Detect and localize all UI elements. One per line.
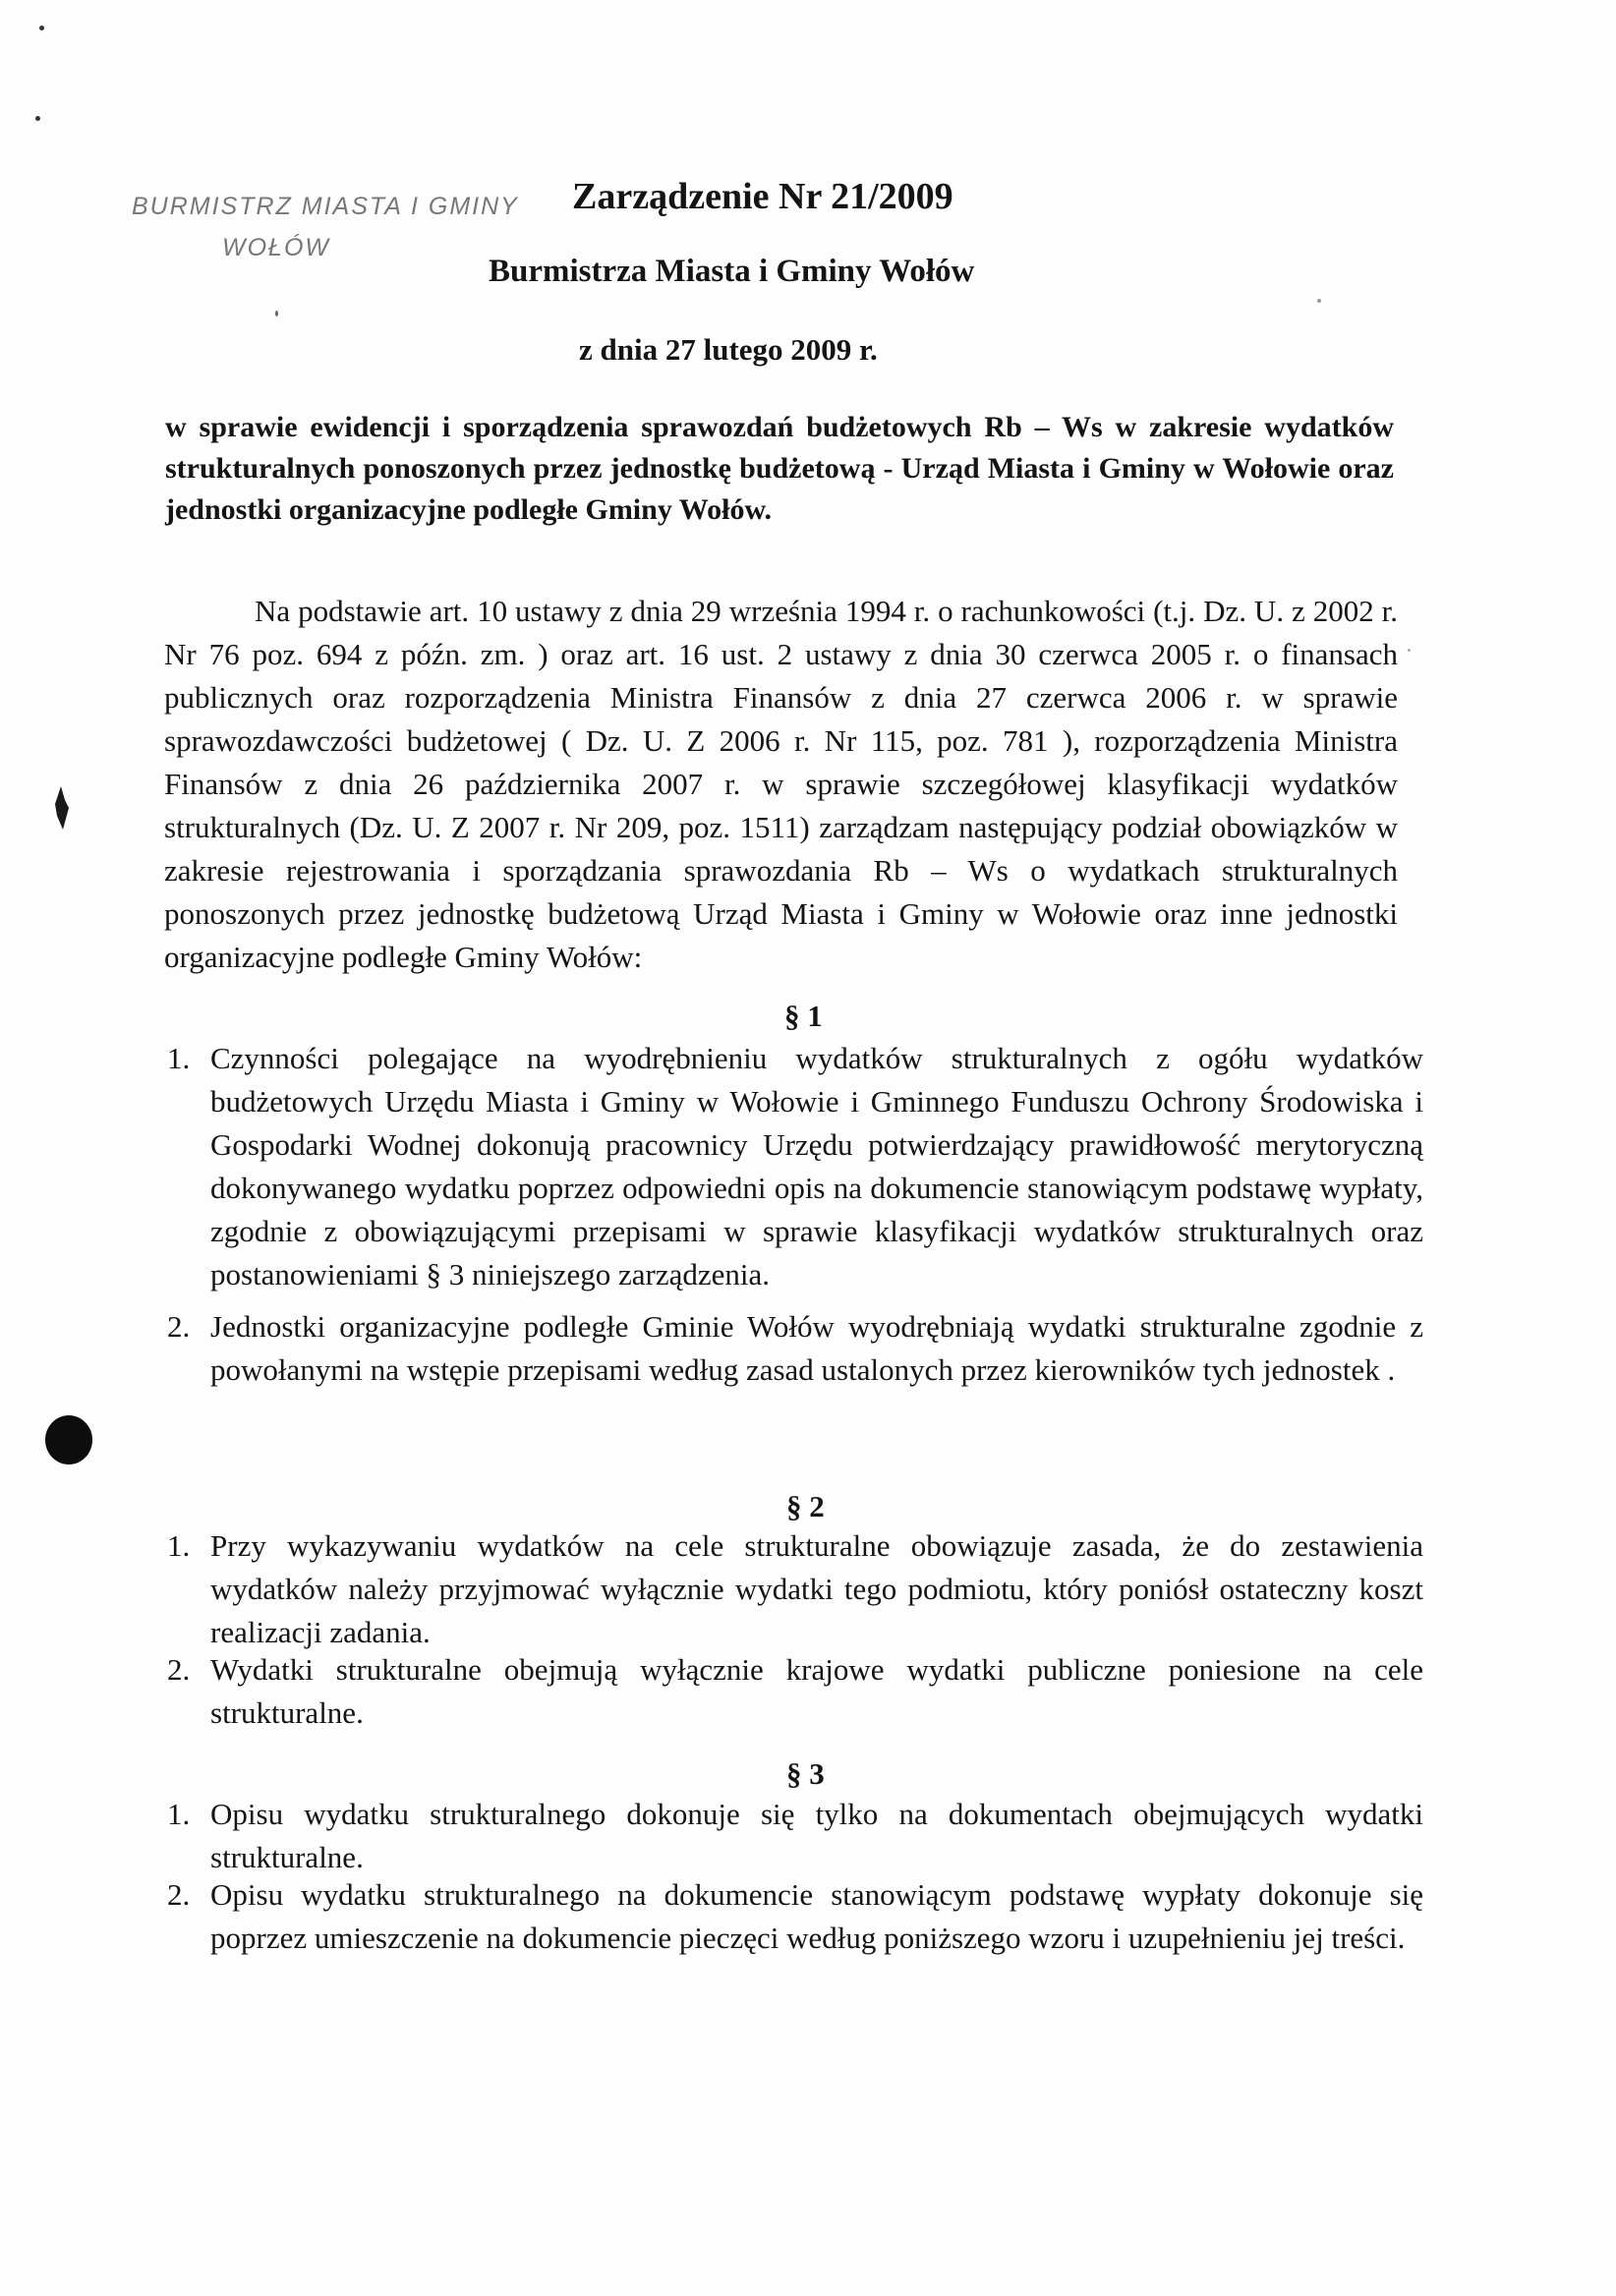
item-text: Opisu wydatku strukturalnego na dokumencie stanowiącym podstawę wypłaty dokonuje się poprzez umieszczenie na dokumencie pieczęci według poniższego wzoru i uzupełnieniu jej treści. xyxy=(210,1877,1423,1955)
item-number: 1. xyxy=(167,1528,191,1563)
item-number: 2. xyxy=(167,1652,191,1687)
item-text: Opisu wydatku strukturalnego dokonuje się tylko na dokumentach obejmujących wydatki strukturalne. xyxy=(210,1797,1423,1874)
punch-hole-mark xyxy=(45,1415,92,1464)
item-number: 2. xyxy=(167,1309,191,1344)
legal-basis-paragraph: Na podstawie art. 10 ustawy z dnia 29 września 1994 r. o rachunkowości (t.j. Dz. U. z 2002 r. Nr 76 poz. 694 z późn. zm. ) oraz art. 16 ust. 2 ustawy z dnia 30 czerwca 2005 r. o finansach publicznych oraz rozporządzenia Ministra Finansów z dnia 27 czerwca 2006 r. w sprawie sprawozdawczości budżetowej ( Dz. U. Z 2006 r. Nr 115, poz. 781 ), rozporządzenia Ministra Finansów z dnia 26 października 2007 r. w sprawie szczegółowej klasyfikacji wydatków strukturalnych (Dz. U. Z 2007 r. Nr 209, poz. 1511) zarządzam następujący podział obowiązków w zakresie rejestrowania i sporządzania sprawozdania Rb – Ws o wydatkach strukturalnych ponoszonych przez jednostkę budżetową Urząd Miasta i Gminy w Wołowie oraz inne jednostki organizacyjne podległe Gminy Wołów: xyxy=(164,594,1398,974)
issuer-stamp-line1: BURMISTRZ MIASTA I GMINY xyxy=(132,193,519,220)
document-title: Zarządzenie Nr 21/2009 xyxy=(572,176,953,217)
scan-speck xyxy=(35,116,40,121)
scan-speck xyxy=(39,26,44,30)
issuer-stamp-line2: WOŁÓW xyxy=(222,234,330,261)
scan-speck xyxy=(275,311,278,316)
document-issuer: Burmistrza Miasta i Gminy Wołów xyxy=(489,254,975,289)
item-number: 1. xyxy=(167,1041,191,1075)
item-text: Jednostki organizacyjne podległe Gminie Wołów wyodrębniają wydatki strukturalne zgodnie z powołanymi na wstępie przepisami według zasad ustalonych przez kierowników tych jednostek . xyxy=(210,1309,1423,1387)
item-text: Przy wykazywaniu wydatków na cele strukturalne obowiązuje zasada, że do zestawienia wydatków należy przyjmować wyłącznie wydatki tego podmiotu, który poniósł ostateczny koszt realizacji zadania. xyxy=(210,1528,1423,1649)
item-number: 2. xyxy=(167,1877,191,1912)
section-heading-2: § 2 xyxy=(786,1489,825,1523)
section-heading-1: § 1 xyxy=(784,999,823,1033)
item-text: Wydatki strukturalne obejmują wyłącznie krajowe wydatki publiczne poniesione na cele strukturalne. xyxy=(210,1652,1423,1730)
scan-speck xyxy=(1317,299,1321,303)
section-heading-3: § 3 xyxy=(786,1756,825,1791)
item-number: 1. xyxy=(167,1797,191,1831)
scan-ink-mark xyxy=(53,786,71,830)
document-date: z dnia 27 lutego 2009 r. xyxy=(579,332,878,367)
item-text: Czynności polegające na wyodrębnieniu wydatków strukturalnych z ogółu wydatków budżetowych Urzędu Miasta i Gminy w Wołowie i Gminnego Funduszu Ochrony Środowiska i Gospodarki Wodnej dokonują pracownicy Urzędu potwierdzający prawidłowość merytoryczną dokonywanego wydatku poprzez odpowiedni opis na dokumencie stanowiącym podstawę wypłaty, zgodnie z obowiązującymi przepisami w sprawie klasyfikacji wydatków strukturalnych oraz postanowieniami § 3 niniejszego zarządzenia. xyxy=(210,1041,1423,1292)
scan-speck xyxy=(1408,649,1411,652)
document-subject: w sprawie ewidencji i sporządzenia sprawozdań budżetowych Rb – Ws w zakresie wydatków strukturalnych ponoszonych przez jednostkę budżetową - Urząd Miasta i Gminy w Wołowie oraz jednostki organizacyjne podległe Gminy Wołów. xyxy=(165,411,1394,526)
